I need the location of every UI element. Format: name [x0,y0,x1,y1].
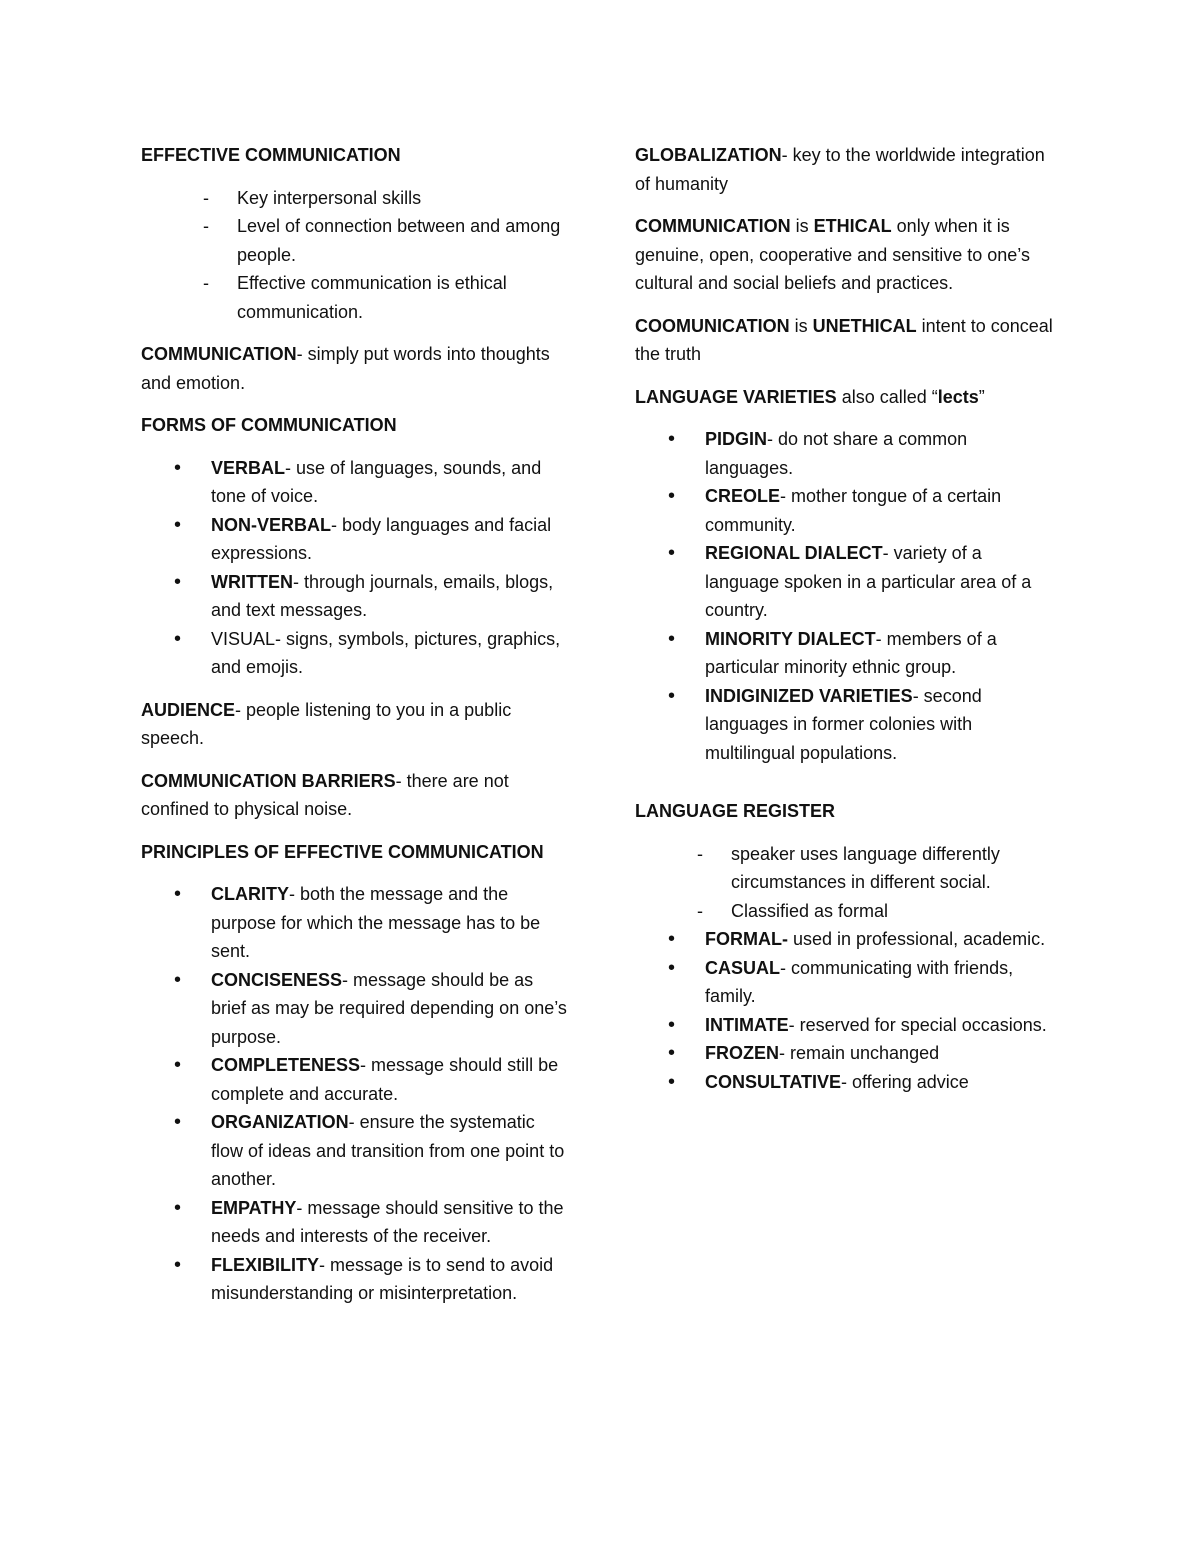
term: AUDIENCE [141,699,236,720]
list-item: - Effective communication is ethical communication. [237,269,571,326]
list-item [705,1039,1055,1068]
term: CONCISENESS [211,969,343,990]
definition: - message is to send to avoid misunderstanding or misinterpretation. [211,1254,554,1303]
list-item [211,880,571,966]
definition: VISUAL- signs, symbols, pictures, graphics, and emojis. [211,628,561,677]
list-item: - Level of connection between and among people. [237,212,571,269]
term: FROZEN [705,1043,779,1063]
term: lects [937,386,979,407]
definition: - second languages in former colonies with multilingual populations. [705,685,982,763]
connector: also called “ [836,386,938,407]
list-item [211,625,571,682]
term: COMPLETENESS [211,1055,361,1075]
list-item: - Classified as formal [705,897,1055,926]
connector: is [789,315,813,336]
definition: - key to the worldwide integration of humanity [635,145,1045,194]
unethical-definition [635,312,1055,369]
list-item: - Key interpersonal skills [237,184,571,213]
term: PIDGIN [705,429,768,449]
definition: - members of a particular minority ethnic group. [705,628,997,677]
list-item [211,966,571,1052]
term: UNETHICAL [812,315,917,336]
term: INTIMATE [705,1014,789,1035]
term: INDIGINIZED VARIETIES [705,685,913,706]
list-item [705,625,1055,682]
list-item [705,1068,1055,1097]
definition: - do not share a common languages. [705,429,968,478]
register-list [635,840,1055,1097]
term: ETHICAL [813,216,892,236]
term: FORMAL- [705,929,788,949]
communication-definition [141,340,571,397]
audience-definition [141,696,571,753]
list-item [211,1251,571,1308]
term: LANGUAGE VARIETIES [635,386,837,407]
principles-list [141,880,571,1308]
definition: - people listening to you in a public speech. [141,699,512,748]
term: VERBAL [211,457,286,478]
connector: is [790,216,814,236]
globalization-definition [635,141,1055,198]
term: COMMUNICATION [635,216,791,236]
list-item [705,954,1055,1011]
left-column [141,141,571,1322]
definition: - there are not confined to physical noise. [141,770,509,819]
definition: - use of languages, sounds, and tone of voice. [211,457,542,506]
language-varieties-heading [635,383,1055,412]
term: CREOLE [705,486,781,506]
term: MINORITY DIALECT [705,628,876,649]
term: GLOBALIZATION [635,145,782,165]
forms-heading: FORMS OF COMMUNICATION [141,415,397,435]
definition: - ensure the systematic flow of ideas and transition from one point to another. [211,1112,565,1189]
list-item [705,539,1055,625]
definition: - through journals, emails, blogs, and text messages. [211,571,554,620]
definition: - both the message and the purpose for which the message has to be sent. [211,884,541,961]
term: REGIONAL DIALECT [705,543,883,563]
principles-heading: PRINCIPLES OF EFFECTIVE COMMUNICATION [141,841,544,862]
list-item [705,925,1055,954]
list-item [211,568,571,625]
list-item [705,1011,1055,1040]
definition: - body languages and facial expressions. [211,514,552,563]
term: COOMUNICATION [635,315,790,336]
list-item [705,425,1055,482]
list-item: - speaker uses language differently circumstances in different social. [705,840,1055,897]
barriers-definition [141,767,571,824]
list-item [705,682,1055,768]
right-column [635,141,1055,1096]
term: COMMUNICATION BARRIERS [141,770,396,791]
term: ORGANIZATION [211,1112,349,1132]
definition: used in professional, academic. [787,929,1046,949]
definition: - mother tongue of a certain community. [705,486,1002,535]
effective-communication-list [141,184,571,327]
list-item [211,1051,571,1108]
definition: - message should sensitive to the needs and interests of the receiver. [211,1197,564,1246]
varieties-list [635,425,1055,767]
forms-list [141,454,571,682]
list-item [211,1194,571,1251]
term: COMMUNICATION [141,344,297,364]
term: CONSULTATIVE [705,1071,841,1092]
ethical-definition [635,212,1055,298]
list-item [211,511,571,568]
definition: only when it is genuine, open, cooperative and sensitive to one’s cultural and social beliefs and practices. [635,216,1030,293]
definition: - simply put words into thoughts and emotion. [141,344,550,393]
list-item [211,1108,571,1194]
definition: - reserved for special occasions. [788,1014,1047,1035]
definition: - offering advice [841,1071,969,1092]
definition: - variety of a language spoken in a particular area of a country. [705,543,1032,620]
definition: - remain unchanged [779,1043,940,1063]
term: CLARITY [211,884,289,904]
term: NON-VERBAL [211,514,331,535]
term: CASUAL [705,957,780,978]
effective-communication-heading: EFFECTIVE COMMUNICATION [141,145,401,165]
definition: - message should still be complete and accurate. [211,1055,559,1104]
list-item [705,482,1055,539]
connector: ” [978,386,985,407]
definition: - communicating with friends, family. [705,957,1014,1006]
term: WRITTEN [211,571,293,592]
list-item [211,454,571,511]
term: EMPATHY [211,1197,297,1218]
definition: intent to conceal the truth [635,315,1053,364]
term: FLEXIBILITY [211,1254,319,1275]
definition: - message should be as brief as may be required depending on one’s purpose. [211,969,567,1047]
language-register-heading: LANGUAGE REGISTER [635,801,836,821]
